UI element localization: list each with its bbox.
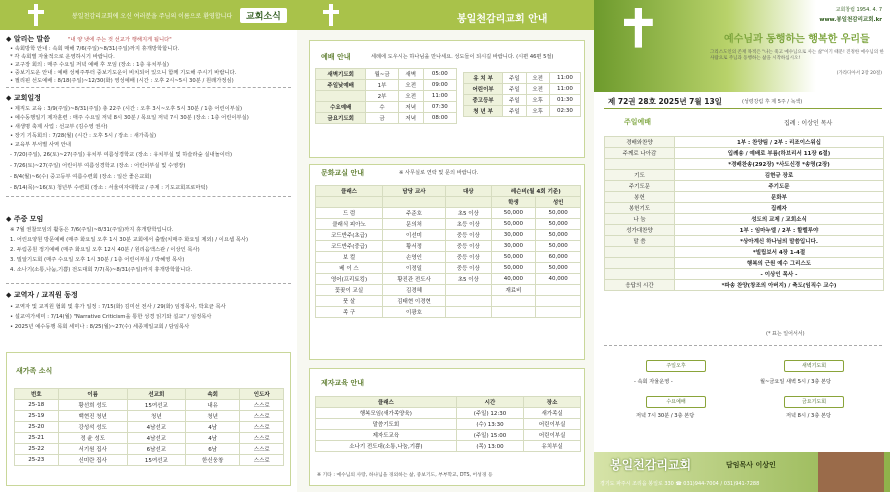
table-cell: 50,000	[491, 219, 536, 230]
table-cell: (주일) 15:00	[456, 430, 523, 441]
table-row	[316, 113, 457, 124]
weekday-item: ※ 7월 권찰모임의 활동은 7/6(주일)~8/31(주일)까지 휴개방학입니다.	[10, 227, 174, 233]
table-row	[316, 285, 581, 296]
table-row	[605, 148, 884, 159]
table-cell: 장소	[524, 397, 581, 408]
table-cell: 나 눔	[605, 214, 675, 225]
table-cell	[536, 307, 581, 318]
schedule-item: - 7/20(주일), 26(토)~27(주일) 유치부 여름성경학교 (장소 : 유치부실 및 하슬라숲 실내놀이터)	[10, 152, 233, 158]
edu-title: 제자교육 안내	[321, 379, 365, 387]
news-title: 교회소식	[240, 8, 287, 23]
wednesday-service-badge: 수요예배	[646, 396, 706, 408]
sunday-afternoon-badge: 주일오후	[646, 360, 706, 372]
table-row	[605, 214, 884, 225]
table-cell: 시간	[456, 397, 523, 408]
welcome-banner: 봉일천감리교회에 오신 여러분을 주님의 이름으로 환영합니다	[72, 13, 233, 20]
schedule-item: - 8/14(목)~16(토) 청년부 수련회 (장소 : 서울여자대학교 / 주제 : 기도교회프로마틱)	[10, 185, 208, 191]
weekday-item: 3. 밀알기도회 (매주 수요일 오후 1시 30분 / 1층 어린이부실 / 박혜영 목사)	[10, 257, 185, 263]
intro-text: 그리스도인의 존재 목적은 "나는 죽고 예수님으로 사는 삶"이기 때문! 진정한 예수님의 한 사람으로 주님과 동행하는 삶을 시작하십시오!	[710, 50, 884, 61]
table-cell: 이선미	[383, 230, 446, 241]
table-row	[316, 208, 581, 219]
table-cell: 25-19	[15, 411, 59, 422]
table-cell: 새벽	[398, 69, 423, 80]
table-row	[316, 430, 581, 441]
table-row	[605, 236, 884, 247]
table-cell: 봉헌기도	[605, 203, 675, 214]
friday-prayer-info: 저녁 8시 / 3층 본당	[786, 413, 832, 419]
table-cell: 새가족실	[524, 408, 581, 419]
table-row	[605, 247, 884, 258]
table-cell: 베 이 스	[316, 263, 383, 274]
table-cell: 11:00	[549, 84, 580, 95]
table-cell: 말씀기도회	[316, 419, 457, 430]
table-cell: 09:00	[423, 80, 456, 91]
staff-item: • 교역자 및 교직원 협회 및 휴가 일정 : 7/15(화) 김미선 전사 / 29(화) 임정목사, 박효균 목사	[10, 304, 226, 310]
table-cell: 스스로	[240, 411, 284, 422]
table-row	[605, 225, 884, 236]
schedule-item: • 제직도 교육 : 3/9(주일)~8/31(주일) 총 22주 (시간 : 오후 3시~오후 5시 30분 / 1층 어린이부실)	[10, 106, 243, 112]
table-cell: 선교회	[127, 389, 185, 400]
church-name: 봉일천감리교회	[610, 458, 692, 472]
table-cell: 황선희 성도	[58, 400, 127, 411]
table-cell: 보 컬	[316, 252, 383, 263]
table-row	[605, 258, 884, 269]
table-cell: 초5 이상	[445, 274, 491, 285]
table-cell: 4남	[185, 422, 240, 433]
table-cell: 클래식 피아노	[316, 219, 383, 230]
table-row	[605, 269, 884, 280]
table-cell: 소나기 전도대(소통,나눔,기쁨)	[316, 441, 457, 452]
table-cell: 속회	[185, 389, 240, 400]
table-cell	[605, 269, 675, 280]
table-cell: 주께로 나아감	[605, 148, 675, 159]
table-cell: 이광호	[383, 307, 446, 318]
table-cell: 6남선교	[127, 444, 185, 455]
table-cell: 문화부	[675, 192, 884, 203]
table-cell: 중고등부	[464, 95, 503, 106]
table-cell	[605, 247, 675, 258]
table-row	[605, 181, 884, 192]
table-cell: (수) 13:30	[456, 419, 523, 430]
table-cell: 주기도문	[675, 181, 884, 192]
table-cell: 제자도교육	[316, 430, 457, 441]
weekday-heading: ◆ 주중 모임	[6, 215, 44, 223]
table-cell: 스스로	[240, 400, 284, 411]
table-row	[316, 69, 457, 80]
table-cell: 담당 교사	[383, 186, 446, 197]
table-row	[464, 95, 581, 106]
table-cell: 저녁	[398, 102, 423, 113]
weekday-item: 4. 소나기(소통,나눔,기쁨) 전도대회 7/7(목)~8/31(주일)까지 휴개방학합니다.	[10, 267, 193, 273]
table-cell: 청년	[127, 411, 185, 422]
table-cell: 어린이부실	[524, 430, 581, 441]
table-row	[15, 411, 284, 422]
table-cell: 4남선교	[127, 433, 185, 444]
info-panel	[297, 0, 594, 492]
info-title: 봉일천감리교회 안내	[457, 14, 548, 25]
table-cell	[605, 159, 675, 170]
table-cell: 주일	[503, 106, 526, 117]
table-cell	[316, 197, 383, 208]
school-table	[463, 72, 581, 117]
table-cell: *상아계신 하나님의 말씀입니다.	[675, 236, 884, 247]
church-address: 경기도 파주시 조리읍 봉일로 330 ☎ 031)944-7004 / 031)941-7288	[600, 481, 760, 487]
church-website[interactable]: www.봉일천감리교회.kr	[819, 17, 882, 23]
table-cell: 꽃꽂이 교실	[316, 285, 383, 296]
table-cell: 족 구	[316, 307, 383, 318]
table-cell: 말 씀	[605, 236, 675, 247]
table-row	[316, 441, 581, 452]
divider	[6, 196, 291, 197]
table-cell	[536, 285, 581, 296]
table-row	[464, 106, 581, 117]
table-cell: 25-22	[15, 444, 59, 455]
table-cell: 서기원 집사	[58, 444, 127, 455]
notice-item: • 필리핀 선도예배 : 8/18(주일)~12/30(화) 영성예배 (시간 : 오후 2시~5시 30분 / 원래가정심)	[10, 78, 234, 84]
table-cell: 입례송 / 예배로 부름(하브리서 11장 6절)	[675, 148, 884, 159]
table-cell: 오전	[398, 91, 423, 102]
table-cell: 대상	[445, 186, 491, 197]
notice-item: • 교구장 회의 : 매주 수요일 저녁 예배 후 모임 (장소 : 1층 유치부실)	[10, 62, 169, 68]
table-cell: 클래스	[316, 186, 383, 197]
worship-title: 예배 안내	[321, 53, 351, 61]
table-row	[316, 91, 457, 102]
friday-prayer-badge: 금요기도회	[784, 396, 844, 408]
table-cell: 중등 이상	[445, 241, 491, 252]
edu-table	[315, 396, 581, 452]
table-row	[15, 433, 284, 444]
info-header-bar	[297, 0, 594, 30]
wednesday-service-info: 저녁 7시 30분 / 3층 본당	[636, 413, 695, 419]
table-cell: 이정일	[383, 263, 446, 274]
table-cell: 4남	[185, 433, 240, 444]
established-date: 교회창립 1954. 4. 7	[835, 7, 882, 13]
table-cell: 재료비	[491, 285, 536, 296]
table-cell: 50,000	[491, 252, 536, 263]
table-cell: 오전	[526, 84, 549, 95]
table-cell: 새벽기도회	[316, 69, 366, 80]
table-cell: 25-23	[15, 455, 59, 466]
table-cell: 드 럼	[316, 208, 383, 219]
edu-note: ※ 기타 : 예수님의 사랑, 하나님을 경외하는 삶, 중보기도, 부부학교, DTS, 어성경 등	[317, 473, 493, 478]
table-cell: 수요예배	[316, 102, 366, 113]
table-cell: 60,000	[536, 252, 581, 263]
table-cell: 레슨비(월 4회 기준)	[491, 186, 580, 197]
table-cell: 오후	[526, 95, 549, 106]
cross-icon	[28, 4, 44, 26]
table-cell: 강성석 성도	[58, 422, 127, 433]
table-row	[15, 422, 284, 433]
table-cell: 50,000	[536, 241, 581, 252]
table-row	[316, 230, 581, 241]
table-cell: 저녁	[398, 113, 423, 124]
notice-item: • 속회방학 안내 : 속회 매해 7/6(주일)~8/31(주일)까지 휴개방학합니다.	[10, 46, 180, 52]
table-row	[464, 73, 581, 84]
table-cell: 11:00	[549, 73, 580, 84]
table-cell: 응답의 시간	[605, 280, 675, 291]
table-row	[316, 263, 581, 274]
table-cell	[383, 197, 446, 208]
intro-ref: (가라디아서 2장 20절)	[836, 71, 882, 76]
table-header-row	[316, 397, 581, 408]
table-cell: 코드반주(초급)	[316, 230, 383, 241]
staff-item: • 2025년 예수동행 목회 세미나 : 8/25(월)~27(수) 세종제일교회 / 담임목사	[10, 324, 190, 330]
table-cell: *파송 찬양(창조의 아버지) / 축도(임직수 교수)	[675, 280, 884, 291]
dawn-prayer-info: 월~금요일 새벽 5시 / 3층 본당	[760, 379, 832, 385]
table-cell: 김현규 장로	[675, 170, 884, 181]
table-cell: 문의처	[383, 219, 446, 230]
table-row	[316, 252, 581, 263]
service-title: 주일예배	[624, 118, 652, 126]
order-table	[604, 136, 884, 291]
table-cell: 30,000	[491, 230, 536, 241]
church-building-image	[818, 452, 884, 492]
divider	[604, 108, 882, 109]
table-cell: 1부	[366, 80, 398, 91]
table-cell: (목) 13:00	[456, 441, 523, 452]
table-cell: 08:00	[423, 113, 456, 124]
table-cell: *경배찬송(292장) *사도신경 *송영(2장)	[675, 159, 884, 170]
table-header-row	[316, 186, 581, 197]
notice-item: • 중보기도운 안내 : 예배 성체주투터 중보기도운이 비치되어 있으니 함께 기도해 주시기 바랍니다.	[10, 70, 237, 76]
table-cell: 주기도문	[605, 181, 675, 192]
table-cell: 행복의 근원 예수 그리스도	[675, 258, 884, 269]
dawn-prayer-badge: 새벽기도회	[784, 360, 844, 372]
table-cell: 주준호	[383, 208, 446, 219]
table-cell	[445, 307, 491, 318]
table-cell: 금요기도회	[316, 113, 366, 124]
table-cell: 집례자	[675, 203, 884, 214]
table-cell: 신미란 집사	[58, 455, 127, 466]
new-family-table	[14, 388, 284, 466]
table-cell: 25-21	[15, 433, 59, 444]
table-cell: 스스로	[240, 433, 284, 444]
table-cell: 중등 이상	[445, 263, 491, 274]
senior-pastor: 담임목사 이상인	[726, 461, 776, 469]
table-row	[316, 296, 581, 307]
table-header-row	[15, 389, 284, 400]
staff-item: • 설교여가세미 : 7/14(월) "Narrative Criticism을 통한 성경 읽기와 설교" / 임정목사	[10, 314, 212, 320]
notice-item: * 각 속회별 자율적으로 운영하시기 바랍니다.	[10, 54, 115, 60]
table-cell: 50,000	[491, 208, 536, 219]
preacher: 집례 : 이상인 목사	[784, 120, 833, 127]
table-cell	[491, 296, 536, 307]
table-cell: 주일	[503, 84, 526, 95]
table-cell: 김경혜	[383, 285, 446, 296]
table-cell: 주일	[503, 73, 526, 84]
table-cell: *빌립보서 4장 1-4절	[675, 247, 884, 258]
table-cell: 01:30	[549, 95, 580, 106]
table-cell: 스스로	[240, 444, 284, 455]
table-row	[316, 80, 457, 91]
table-cell: 수	[366, 102, 398, 113]
table-cell: 02:30	[549, 106, 580, 117]
table-row	[605, 203, 884, 214]
table-cell: 1부 : 찬양팀 / 2부 : 리조이스워십	[675, 137, 884, 148]
table-cell: 성인	[536, 197, 581, 208]
table-cell: 스스로	[240, 455, 284, 466]
table-cell: 손영인	[383, 252, 446, 263]
table-cell: 청년	[185, 411, 240, 422]
table-row	[15, 444, 284, 455]
table-cell: 영어(프리토킹)	[316, 274, 383, 285]
table-cell: 1부 : 임마누엘 / 2부 : 할렐루야	[675, 225, 884, 236]
table-cell: 2부	[366, 91, 398, 102]
cross-icon	[624, 8, 653, 48]
table-cell: 05:00	[423, 69, 456, 80]
schedule-item: - 8/4(월)~6(수) 중고등부 여름수련회 (장소 : 일산 좋은교회)	[10, 174, 152, 180]
table-cell: 성가대찬양	[605, 225, 675, 236]
table-cell	[316, 91, 366, 102]
table-cell: 한신웅창	[185, 455, 240, 466]
divider	[604, 345, 882, 346]
table-cell	[445, 296, 491, 307]
table-cell: 번호	[15, 389, 59, 400]
table-cell: 40,000	[536, 274, 581, 285]
table-row	[316, 408, 581, 419]
table-cell: 백현진 청년	[58, 411, 127, 422]
schedule-heading: ◆ 교회일정	[6, 94, 41, 102]
table-cell	[445, 285, 491, 296]
divider	[6, 283, 291, 284]
table-row	[605, 170, 884, 181]
weekday-item: 1. 어린요양원 방문예배 (매주 화요일 오후 1시 30분 교회에서 출발(치매주 화요일 제외) / 이요셉 목사)	[10, 237, 249, 243]
table-cell: 15여선교	[127, 455, 185, 466]
culture-title: 문화교실 안내	[321, 169, 365, 177]
table-cell: 김태현 이경현	[383, 296, 446, 307]
table-cell	[605, 258, 675, 269]
schedule-item: • 교육부 부서별 사역 안내	[10, 142, 72, 148]
table-cell: 유 치 부	[464, 73, 503, 84]
table-cell	[445, 197, 491, 208]
table-cell: 25-20	[15, 422, 59, 433]
table-cell: 인도자	[240, 389, 284, 400]
table-cell: 경배와찬양	[605, 137, 675, 148]
news-panel	[0, 0, 297, 492]
table-row	[316, 274, 581, 285]
table-cell: 월~금	[366, 69, 398, 80]
table-cell: 25-18	[15, 400, 59, 411]
worship-table	[315, 68, 457, 124]
table-cell: 오전	[398, 80, 423, 91]
schedule-item: - 7/26(토)~27(주일) 어린이부 여름성경학교 (장소 : 어린이부실 및 수영장)	[10, 163, 186, 169]
notice-heading: ◆ 알리는 말씀	[6, 35, 51, 43]
table-cell: 40,000	[491, 274, 536, 285]
table-row	[605, 192, 884, 203]
table-cell: 중등 이상	[445, 230, 491, 241]
table-cell: 기도	[605, 170, 675, 181]
table-row	[15, 455, 284, 466]
table-row	[605, 159, 884, 170]
notice-quote: "내 양 냇에 주는 것 선교가 행해지게 됩니다"	[68, 37, 172, 43]
staff-heading: ◆ 교역자 / 교직원 동정	[6, 291, 78, 299]
new-family-title: 새가족 소식	[16, 367, 53, 375]
culture-note: ※ 사무실로 연락 및 문의 바랍니다.	[399, 170, 479, 176]
weekday-item: 2. 두림공원 정기예배 (매주 화요일 오후 12시 40분 / 원리음액스관 / 이상인 목사)	[10, 247, 200, 253]
table-row	[316, 419, 581, 430]
culture-table	[315, 185, 581, 318]
table-row	[316, 219, 581, 230]
table-cell: 어린이부실	[524, 419, 581, 430]
table-cell: 어린이부	[464, 84, 503, 95]
table-cell: 중등 이상	[445, 252, 491, 263]
table-cell: 11:00	[423, 91, 456, 102]
table-cell: 학생	[491, 197, 536, 208]
divider	[6, 87, 291, 88]
table-row	[15, 400, 284, 411]
table-cell: 오후	[526, 106, 549, 117]
table-cell	[536, 296, 581, 307]
table-cell: 50,000	[536, 230, 581, 241]
table-cell: 내유	[185, 400, 240, 411]
table-cell: 초5 이상	[445, 208, 491, 219]
schedule-item: • 새생명 축제 사업 : 선교부 (김수영 권사)	[10, 124, 108, 130]
table-cell: 황진관 전도사	[383, 274, 446, 285]
table-cell	[491, 307, 536, 318]
schedule-item: • 예수동행일기 제자훈련 : 매주 수요일 저녁 8시 30분 / 목요일 저녁 7시 30분 (장소 : 1층 어린이부실)	[10, 115, 249, 121]
table-cell: 30,000	[491, 241, 536, 252]
table-cell: (주일) 12:30	[456, 408, 523, 419]
table-subheader-row	[316, 197, 581, 208]
worship-note: 세례에 도우시는 하나님을 만나세요. 성도들이 되시길 바랍니다. (시편 46편 5절)	[371, 54, 554, 60]
table-row	[316, 241, 581, 252]
table-cell: 행복모임(새가족양육)	[316, 408, 457, 419]
table-row	[605, 137, 884, 148]
table-cell: 50,000	[491, 263, 536, 274]
table-cell: 코드반주(중급)	[316, 241, 383, 252]
table-cell: 초등 이상	[445, 219, 491, 230]
slogan: 예수님과 동행하는 행복한 우리들	[724, 34, 870, 45]
issue-sub: (성령강림 후 제 5주 / 녹색)	[742, 99, 803, 105]
table-cell: 50,000	[536, 208, 581, 219]
table-cell: 07:30	[423, 102, 456, 113]
table-cell: 주일낮예배	[316, 80, 366, 91]
table-cell: 봉헌	[605, 192, 675, 203]
table-row	[316, 102, 457, 113]
table-cell: 이름	[58, 389, 127, 400]
table-row	[605, 280, 884, 291]
cross-icon	[323, 4, 339, 26]
table-cell: 성도의 교제 / 교회소식	[675, 214, 884, 225]
table-cell: 금	[366, 113, 398, 124]
table-row	[464, 84, 581, 95]
sunday-afternoon-info: - 속회 자율운영 -	[634, 379, 673, 385]
table-cell: 풋 살	[316, 296, 383, 307]
table-cell: 정 윤 성도	[58, 433, 127, 444]
order-note: (* 표는 일어서서)	[766, 331, 805, 337]
table-cell: 4남선교	[127, 422, 185, 433]
table-cell: 15여선교	[127, 400, 185, 411]
table-cell: 50,000	[536, 263, 581, 274]
table-cell: 오전	[526, 73, 549, 84]
schedule-item: • 장기 기독회의 : 7/28(월) (시간 : 오후 5시 / 장소 : 새가족실)	[10, 133, 157, 139]
table-cell: 유치부실	[524, 441, 581, 452]
table-cell: 클래스	[316, 397, 457, 408]
table-cell: 청 년 부	[464, 106, 503, 117]
bulletin-cover	[594, 0, 890, 492]
table-cell: 주일	[503, 95, 526, 106]
table-cell: 50,000	[536, 219, 581, 230]
table-cell: - 이상인 목사 -	[675, 269, 884, 280]
table-cell: 6남	[185, 444, 240, 455]
table-cell: 황서정	[383, 241, 446, 252]
issue-number: 제 72권 28호 2025년 7월 13일	[608, 97, 722, 106]
table-row	[316, 307, 581, 318]
table-cell: 스스로	[240, 422, 284, 433]
